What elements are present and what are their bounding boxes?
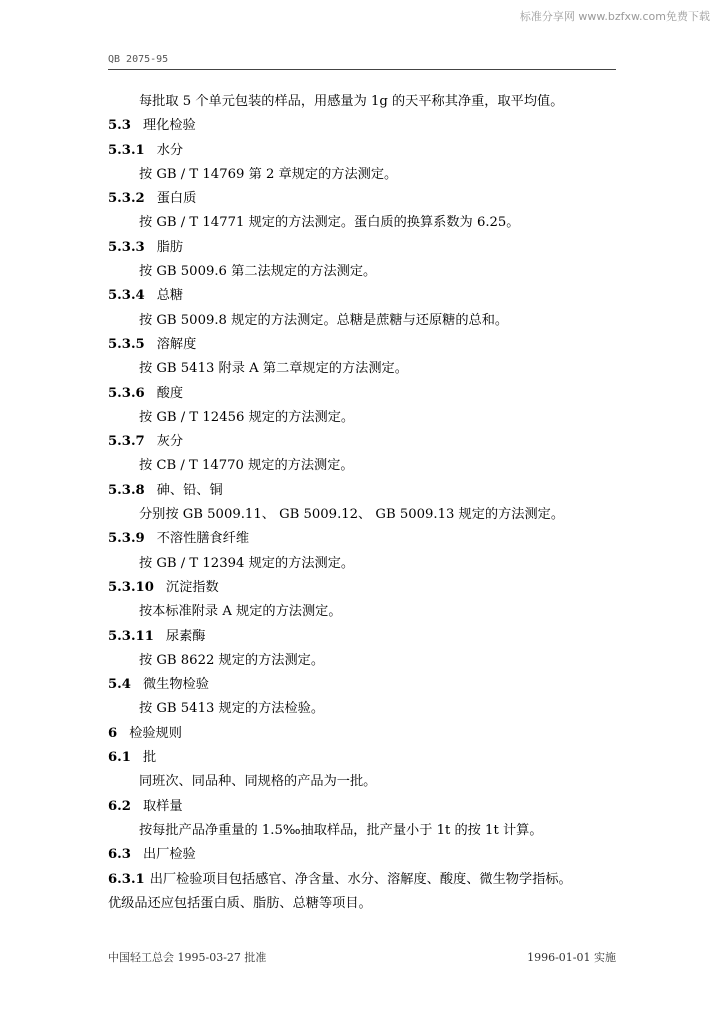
section-title: 蛋白质 [156,191,197,207]
section-heading [108,333,628,357]
paragraph: 按 GB / T 14771 规定的方法测定。蛋白质的换算系数为 6.25。 [139,215,520,231]
section-heading [108,746,628,770]
section-number: 6.3 [108,847,131,863]
section-number: 6 [108,725,118,741]
section-number: 5.3.2 [108,191,145,207]
section-title: 溶解度 [156,336,197,352]
section-title: 尿素酶 [165,628,206,644]
section-number: 5.3.1 [108,142,145,158]
paragraph: 按 GB 5413 附录 A 第二章规定的方法测定。 [139,361,408,377]
paragraph: 按 GB / T 12394 规定的方法测定。 [139,555,355,571]
paragraph: 每批取 5 个单元包装的样品，用感量为 1g 的天平称其净重，取平均值。 [139,94,564,109]
paragraph: 按 GB 5009.8 规定的方法测定。总糖是蔗糖与还原糖的总和。 [139,312,509,328]
paragraph: 按 GB / T 14769 第 2 章规定的方法测定。 [139,166,398,182]
section-heading [108,843,628,867]
section-text: 出厂检验项目包括感官、净含量、水分、溶解度、酸度、微生物学指标。 [149,871,572,887]
section-number: 6.1 [108,750,131,766]
paragraph: 按 GB 5413 规定的方法检验。 [139,701,325,717]
section-heading [108,722,628,746]
section-title: 不溶性膳食纤维 [156,531,250,547]
approval-note: 中国轻工总会 1995-03-27 批准 [108,951,267,964]
paragraph: 按 GB / T 12456 规定的方法测定。 [139,409,355,425]
section-number: 5.3.3 [108,239,145,255]
section-heading [108,868,628,892]
section-title: 出厂检验 [142,847,196,863]
section-number: 6.2 [108,798,131,814]
section-heading [108,139,628,163]
section-title: 灰分 [156,434,184,450]
section-heading [108,673,628,697]
section-number: 5.3.11 [108,628,154,644]
paragraph: 按 CB / T 14770 规定的方法测定。 [139,458,354,474]
section-heading [108,576,628,600]
section-heading [108,114,628,138]
section-number: 5.3.9 [108,531,145,547]
section-title: 理化检验 [142,118,196,134]
section-heading [108,430,628,454]
section-title: 脂肪 [156,239,184,255]
section-number: 5.3.5 [108,336,145,352]
section-heading [108,479,628,503]
section-number: 5.3.7 [108,434,145,450]
section-title: 酸度 [156,385,184,401]
paragraph-continuation: 优级品还应包括蛋白质、脂肪、总糖等项目。 [108,895,372,911]
section-title: 砷、铅、铜 [156,482,223,498]
section-heading [108,236,628,260]
section-heading [108,382,628,406]
section-title: 水分 [156,142,184,158]
paragraph: 按每批产品净重量的 1.5‰抽取样品，批产量小于 1t 的按 1t 计算。 [139,822,543,838]
section-heading [108,187,628,211]
section-title: 检验规则 [129,725,182,741]
section-title: 总糖 [156,288,184,304]
section-number: 5.4 [108,677,131,693]
paragraph: 按 GB 5009.6 第二法规定的方法测定。 [139,264,377,280]
implementation-note: 1996-01-01 实施 [527,951,616,964]
paragraph: 同班次、同品种、同规格的产品为一批。 [139,774,377,790]
section-heading [108,625,628,649]
section-number: 5.3.10 [108,579,154,595]
section-heading [108,527,628,551]
section-heading [108,284,628,308]
section-title: 取样量 [142,798,183,814]
section-number: 5.3.4 [108,288,145,304]
section-title: 批 [142,750,157,766]
section-title: 沉淀指数 [165,579,219,595]
paragraph: 按 GB 8622 规定的方法测定。 [139,652,325,668]
watermark: 标准分享网 www.bzfxw.com免费下载 [519,10,710,23]
header-rule [108,69,616,70]
paragraph: 按本标准附录 A 规定的方法测定。 [139,604,342,620]
section-heading [108,795,628,819]
document-body [108,90,628,916]
section-number: 5.3.6 [108,385,145,401]
section-number: 6.3.1 [108,871,145,887]
section-title: 微生物检验 [142,677,209,693]
section-number: 5.3.8 [108,482,145,498]
standard-code: QB 2075-95 [108,54,169,65]
paragraph: 分别按 GB 5009.11、 GB 5009.12、 GB 5009.13 规定的方法测定。 [139,507,565,523]
section-number: 5.3 [108,118,131,134]
